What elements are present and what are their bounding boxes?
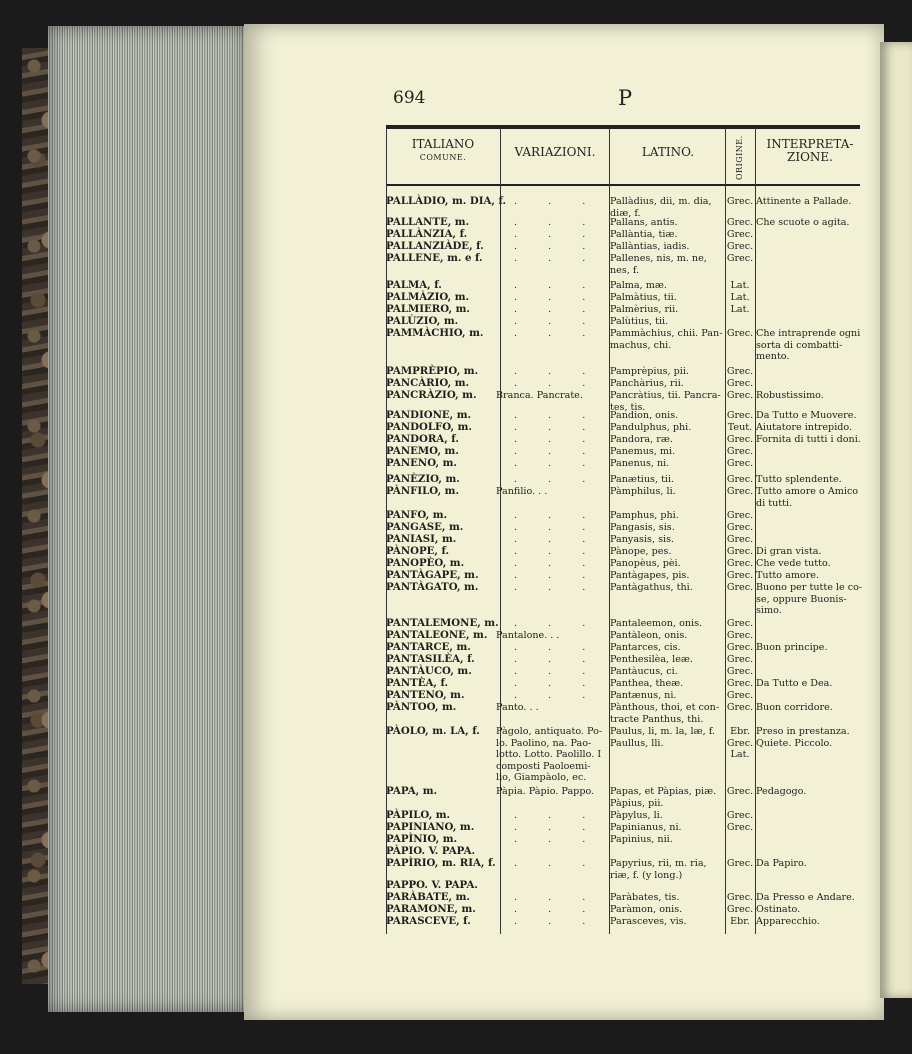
entry-origin: Grec. <box>726 892 754 903</box>
entry-variations: . . . <box>514 810 600 821</box>
entry-meaning: Da Papiro. <box>756 858 807 869</box>
entry-origin: Grec. <box>726 666 754 677</box>
entry-word: PANEMO, m. <box>386 445 459 457</box>
entry-latin: Parasceves, vis. <box>610 916 687 927</box>
page-number: 694 <box>393 88 426 108</box>
entry-word: PAPA, m. <box>386 785 438 797</box>
entry-meaning: Fornita di tutti i doni. <box>756 434 861 445</box>
entry-latin: Pantarces, cis. <box>610 642 681 653</box>
header-latino: LATINO. <box>641 145 695 159</box>
entry-variations: . . . <box>514 570 600 581</box>
entry-latin: Pànthous, thoi, et con- tracte Panthus, thi. <box>610 702 720 725</box>
entry-variations: . . . <box>514 378 600 389</box>
entry-variations: . . . <box>514 546 600 557</box>
entry-latin: Palmàtius, tii. <box>610 292 677 303</box>
entry-variations: . . . <box>514 558 600 569</box>
entry-latin: Pàmphilus, li. <box>610 486 676 497</box>
entry-variations: . . . <box>514 642 600 653</box>
entry-variations: . . . <box>514 458 600 469</box>
entry-variations: . . . <box>514 858 600 869</box>
entry-word: PÀPIO. V. PAPA. <box>386 845 476 857</box>
entry-latin: Pallàdius, dii, m. dia, diæ, f. <box>610 196 712 219</box>
entry-variations: . . . <box>514 280 600 291</box>
entry-latin: Pallàntias, iadis. <box>610 241 690 252</box>
entry-variations: Pantalone. . . <box>496 630 560 641</box>
entry-latin: Pandulphus, phi. <box>610 422 692 433</box>
entry-origin: Grec. <box>726 534 754 545</box>
entry-latin: Pàpylus, li. <box>610 810 663 821</box>
entry-latin: Papas, et Pàpias, piæ. Pàpius, pii. <box>610 786 717 809</box>
entry-origin: Grec. <box>726 196 754 207</box>
entry-variations: Pàpia. Pàpio. Pappo. <box>496 786 595 797</box>
entry-origin: Ebr. Grec. Lat. <box>726 726 754 760</box>
entry-variations: . . . <box>514 904 600 915</box>
entry-latin: Paràbates, tis. <box>610 892 680 903</box>
entry-origin: Grec. <box>726 558 754 569</box>
entry-variations: . . . <box>514 582 600 593</box>
entry-word: PAPPO. V. PAPA. <box>386 879 478 891</box>
entry-variations: Panto. . . <box>496 702 539 713</box>
entry-word: PANTALEMONE, m. <box>386 617 499 629</box>
entry-variations: . . . <box>514 434 600 445</box>
entry-origin: Ebr. <box>730 916 750 927</box>
entry-word: PALLENE, m. e f. <box>386 252 483 264</box>
entry-word: PANCRÀZIO, m. <box>386 389 477 401</box>
entry-variations: . . . <box>514 304 600 315</box>
entry-origin: Grec. <box>726 904 754 915</box>
entry-word: PANFO, m. <box>386 509 448 521</box>
entry-origin: Grec. <box>726 582 754 593</box>
entry-origin: Grec. <box>726 486 754 497</box>
entry-variations: . . . <box>514 654 600 665</box>
entry-word: PANTASILÈA, f. <box>386 653 475 665</box>
entry-origin: Grec. <box>726 690 754 701</box>
entry-variations: . . . <box>514 229 600 240</box>
entry-word: PANTARCE, m. <box>386 641 471 653</box>
entry-word: PALMA, f. <box>386 279 442 291</box>
entry-origin: Teut. <box>727 422 753 433</box>
entry-variations: . . . <box>514 241 600 252</box>
entry-latin: Panthea, theæ. <box>610 678 684 689</box>
entry-latin: Pancràtius, tii. Pancra- tes, tis. <box>610 390 721 413</box>
entry-word: PANDOLFO, m. <box>386 421 472 433</box>
entry-origin: Grec. <box>726 366 754 377</box>
entry-variations: . . . <box>514 618 600 629</box>
entry-variations: . . . <box>514 892 600 903</box>
entry-latin: Pantàgapes, pis. <box>610 570 690 581</box>
header-rule-bottom <box>386 184 860 186</box>
entry-variations: . . . <box>514 410 600 421</box>
entry-variations: . . . <box>514 834 600 845</box>
entry-origin: Grec. <box>726 858 754 869</box>
header-italiano-sub: COMUNE. <box>419 153 467 162</box>
entry-latin: Pamprèpius, pii. <box>610 366 689 377</box>
entry-word: PARÀBATE, m. <box>386 891 470 903</box>
entry-word: PAPÌNIO, m. <box>386 833 458 845</box>
entry-latin: Pànope, pes. <box>610 546 672 557</box>
entry-word: PANTÈA, f. <box>386 677 449 689</box>
entry-word: PÀNFILO, m. <box>386 485 459 497</box>
entry-latin: Panchàrius, rii. <box>610 378 684 389</box>
entry-variations: . . . <box>514 422 600 433</box>
entry-word: PANCÀRIO, m. <box>386 377 470 389</box>
entry-origin: Grec. <box>726 510 754 521</box>
entry-variations: Pàgolo, antiquato. Po- lo. Paolino, na. Pao- lotto. Lotto. Paolillo. I composti Paoloemi- lio, Giampàolo, ec. <box>496 726 603 783</box>
entry-origin: Grec. <box>726 546 754 557</box>
entry-origin: Grec. <box>726 229 754 240</box>
entry-word: PANÈZIO, m. <box>386 473 460 485</box>
entry-variations: . . . <box>514 666 600 677</box>
facing-page-edge <box>880 42 912 998</box>
entry-variations: . . . <box>514 822 600 833</box>
section-letter: P <box>618 86 633 110</box>
entry-word: PAMMÀCHIO, m. <box>386 327 484 339</box>
entry-origin: Grec. <box>726 410 754 421</box>
entry-word: PARASCEVE, f. <box>386 915 471 927</box>
entry-latin: Pallàntia, tiæ. <box>610 229 678 240</box>
entry-word: PANTENO, m. <box>386 689 465 701</box>
entry-latin: Pandora, ræ. <box>610 434 673 445</box>
entry-origin: Grec. <box>726 474 754 485</box>
entry-latin: Panopèus, pèi. <box>610 558 681 569</box>
entry-latin: Pallenes, nis, m. ne, nes, f. <box>610 253 707 276</box>
entry-word: PAPÌRIO, m. RIA, f. <box>386 857 496 869</box>
entry-variations: . . . <box>514 217 600 228</box>
entry-origin: Grec. <box>726 446 754 457</box>
entry-variations: . . . <box>514 678 600 689</box>
entry-meaning: Ostinato. <box>756 904 801 915</box>
entry-word: PANTÀUCO, m. <box>386 665 472 677</box>
entry-word: PANDIONE, m. <box>386 409 472 421</box>
entry-meaning: Buon corridore. <box>756 702 833 713</box>
entry-word: PANOPÈO, m. <box>386 557 465 569</box>
entry-variations: Branca. Pancrate. <box>496 390 583 401</box>
entry-word: PANTÀGATO, m. <box>386 581 479 593</box>
header-variazioni: VARIAZIONI. <box>514 145 596 159</box>
header-italiano-label: ITALIANO <box>411 137 475 151</box>
entry-variations: . . . <box>514 253 600 264</box>
entry-word: PÀNTOO, m. <box>386 701 457 713</box>
entry-variations: . . . <box>514 916 600 927</box>
entry-origin: Grec. <box>726 642 754 653</box>
entry-meaning: Che intraprende ogni sorta di combatti- mento. <box>756 328 861 362</box>
entry-latin: Pantàgathus, thi. <box>610 582 693 593</box>
entry-variations: . . . <box>514 522 600 533</box>
entry-latin: Panyasis, sis. <box>610 534 675 545</box>
entry-variations: . . . <box>514 446 600 457</box>
entry-word: PALLANTE, m. <box>386 216 470 228</box>
entry-word: PAPINIANO, m. <box>386 821 475 833</box>
entry-meaning: Che vede tutto. <box>756 558 831 569</box>
entry-variations: . . . <box>514 510 600 521</box>
entry-word: PANGASE, m. <box>386 521 464 533</box>
entry-meaning: Robustissimo. <box>756 390 824 401</box>
entry-latin: Pandion, onis. <box>610 410 679 421</box>
entry-origin: Lat. <box>730 292 750 303</box>
entry-variations: . . . <box>514 292 600 303</box>
entry-word: PANTALEONE, m. <box>386 629 488 641</box>
entry-word: PALLÀNZIA, f. <box>386 228 468 240</box>
entry-meaning: Da Tutto e Dea. <box>756 678 833 689</box>
entry-origin: Grec. <box>726 810 754 821</box>
entry-meaning: Tutto splendente. <box>756 474 842 485</box>
entry-latin: Panætius, tii. <box>610 474 675 485</box>
entry-origin: Grec. <box>726 458 754 469</box>
entry-origin: Grec. <box>726 390 754 401</box>
entry-word: PANIASI, m. <box>386 533 457 545</box>
entry-meaning: Pedagogo. <box>756 786 807 797</box>
entry-word: PAMPRÈPIO, m. <box>386 365 479 377</box>
entry-latin: Palùtius, tii. <box>610 316 669 327</box>
entry-word: PARAMONE, m. <box>386 903 476 915</box>
entry-origin: Grec. <box>726 378 754 389</box>
entry-meaning: Aiutatore intrepido. <box>756 422 853 433</box>
entry-word: PALLÀDIO, m. DIA, f. <box>386 195 507 207</box>
header-italiano <box>388 138 498 164</box>
entry-variations: . . . <box>514 534 600 545</box>
entry-variations: . . . <box>514 316 600 327</box>
entry-word: PALMÀZIO, m. <box>386 291 470 303</box>
entry-origin: Lat. <box>730 304 750 315</box>
entry-latin: Palma, mæ. <box>610 280 667 291</box>
entry-meaning: Buon principe. <box>756 642 828 653</box>
entry-origin: Grec. <box>726 630 754 641</box>
entry-meaning: Preso in prestanza. Quiete. Piccolo. <box>756 726 850 749</box>
entry-word: PALLANZIÀDE, f. <box>386 240 484 252</box>
entry-word: PÀNOPE, f. <box>386 545 450 557</box>
entry-latin: Pantàucus, ci. <box>610 666 678 677</box>
entry-latin: Paulus, li, m. la, læ, f. Paullus, lli. <box>610 726 715 749</box>
entry-latin: Pantænus, ni. <box>610 690 677 701</box>
entry-word: PÀOLO, m. LA, f. <box>386 725 480 737</box>
header-rule-top <box>386 125 860 129</box>
entry-word: PALMIERO, m. <box>386 303 470 315</box>
entry-origin: Grec. <box>726 570 754 581</box>
entry-variations: Panfilio. . . <box>496 486 548 497</box>
entry-meaning: Da Presso e Andare. <box>756 892 855 903</box>
entry-origin: Grec. <box>726 328 754 339</box>
entry-latin: Pammàchius, chii. Pan- machus, chi. <box>610 328 723 351</box>
entry-meaning: Da Tutto e Muovere. <box>756 410 857 421</box>
entry-variations: . . . <box>514 474 600 485</box>
entry-origin: Grec. <box>726 241 754 252</box>
entry-word: PALÙZIO, m. <box>386 315 459 327</box>
entry-latin: Papinianus, ni. <box>610 822 682 833</box>
entry-meaning: Attinente a Pallade. <box>756 196 852 207</box>
entry-meaning: Buono per tutte le co- se, oppure Buonis- simo. <box>756 582 863 616</box>
entry-meaning: Tutto amore o Amico di tutti. <box>756 486 859 509</box>
entry-latin: Penthesilèa, leæ. <box>610 654 693 665</box>
entry-variations: . . . <box>514 196 600 207</box>
entry-origin: Grec. <box>726 678 754 689</box>
entry-origin: Grec. <box>726 702 754 713</box>
entry-meaning: Tutto amore. <box>756 570 820 581</box>
entry-origin: Grec. <box>726 618 754 629</box>
entry-latin: Palmèrius, rii. <box>610 304 679 315</box>
entry-origin: Grec. <box>726 654 754 665</box>
header-origine: ORIGINE. <box>735 135 744 180</box>
entry-latin: Papyrius, rii, m. ria, riæ, f. (y long.) <box>610 858 707 881</box>
entry-latin: Panemus, mi. <box>610 446 676 457</box>
header-interpretazione: INTERPRETA- ZIONE. <box>766 137 854 164</box>
entry-meaning: Che scuote o agita. <box>756 217 850 228</box>
entry-latin: Paràmon, onis. <box>610 904 683 915</box>
entry-origin: Grec. <box>726 522 754 533</box>
entry-origin: Grec. <box>726 217 754 228</box>
entry-variations: . . . <box>514 366 600 377</box>
entry-latin: Pallans, antis. <box>610 217 678 228</box>
entry-variations: . . . <box>514 690 600 701</box>
entry-meaning: Apparecchio. <box>756 916 820 927</box>
entry-origin: Grec. <box>726 786 754 797</box>
entry-latin: Pantaleemon, onis. <box>610 618 703 629</box>
page-edges <box>48 26 248 1012</box>
entry-origin: Lat. <box>730 280 750 291</box>
entry-variations: . . . <box>514 328 600 339</box>
entry-word: PÀPILO, m. <box>386 809 451 821</box>
entry-origin: Grec. <box>726 434 754 445</box>
entry-latin: Pamphus, phi. <box>610 510 679 521</box>
entry-word: PANTÀGAPE, m. <box>386 569 479 581</box>
entry-latin: Pantàleon, onis. <box>610 630 688 641</box>
entry-latin: Papìnius, nii. <box>610 834 673 845</box>
entry-word: PANENO, m. <box>386 457 457 469</box>
entry-latin: Pangasis, sis. <box>610 522 675 533</box>
entry-word: PANDORA, f. <box>386 433 459 445</box>
entry-meaning: Di gran vista. <box>756 546 822 557</box>
entry-latin: Panenus, ni. <box>610 458 670 469</box>
column-rule <box>755 128 756 934</box>
entry-origin: Grec. <box>726 822 754 833</box>
entry-origin: Grec. <box>726 253 754 264</box>
